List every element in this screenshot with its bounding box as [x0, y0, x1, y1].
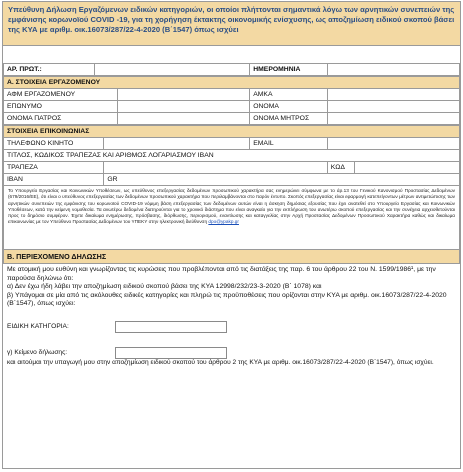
- bank-label: ΤΡΑΠΕΖΑ: [4, 162, 104, 174]
- name-label: ΟΝΟΜΑ: [250, 101, 328, 113]
- amka-field[interactable]: [327, 89, 459, 101]
- mother-field[interactable]: [327, 113, 459, 125]
- gdpr-disclaimer: [3, 186, 460, 250]
- amka-label: ΑΜΚΑ: [250, 89, 328, 101]
- father-field[interactable]: [118, 113, 250, 125]
- section-a-table: [3, 76, 460, 125]
- surname-field[interactable]: [118, 101, 250, 113]
- declaration-closing: και αιτούμαι την υπαγωγή μου στην αποζημίωση ειδικού σκοπού του άρθρου 2 της ΚΥΑ με αριθμ. οικ.16073/287/22-4-2020 (Β΄1547), όπως ισχύει.: [7, 358, 434, 366]
- iban-label: IBAN: [4, 174, 104, 186]
- date-field[interactable]: [327, 64, 459, 76]
- protocol-field[interactable]: [95, 64, 250, 76]
- iban-field[interactable]: GR: [104, 174, 460, 186]
- spacer: [3, 46, 460, 63]
- statement-label: γ) Κείμενο δήλωσης:: [7, 348, 68, 356]
- code-field[interactable]: [355, 162, 460, 174]
- code-label: ΚΩΔ: [327, 162, 354, 174]
- declaration-body: [3, 264, 460, 370]
- mother-label: ΟΝΟΜΑ ΜΗΤΡΟΣ: [250, 113, 328, 125]
- email-field[interactable]: [327, 138, 459, 150]
- afm-label: ΑΦΜ ΕΡΓΑΖΟΜΕΝΟΥ: [4, 89, 118, 101]
- surname-label: ΕΠΩΝΥΜΟ: [4, 101, 118, 113]
- date-label: ΗΜΕΡΟΜΗΝΙΑ: [250, 64, 328, 76]
- form-title: Υπεύθυνη Δήλωση Εργαζόμενων ειδικών κατηγοριών, οι οποίοι πλήττονται σημαντικά λόγω των αρνητικών συνεπειών της εμφάνισης κορωνοϊού COVID -19, για τη χορήγηση έκτακτης οικονομικής ενίσχυσης, ως αποζημίωση ειδικού σκοπού βάσει της ΚΥΑ με αριθμ. οικ.16073/287/22-4-2020 (Β΄1547) όπως ισχύει: [3, 2, 460, 46]
- name-field[interactable]: [327, 101, 459, 113]
- section-b-title: Β. ΠΕΡΙΕΧΟΜΕΝΟ ΔΗΛΩΣΗΣ: [3, 250, 460, 264]
- statement-row: [7, 347, 456, 359]
- bank-field[interactable]: [104, 162, 327, 174]
- mobile-label: ΤΗΛΕΦΩΝΟ ΚΙΝΗΤΟ: [4, 138, 104, 150]
- protocol-label: ΑΡ. ΠΡΩΤ.:: [4, 64, 95, 76]
- statement-input[interactable]: [115, 347, 227, 359]
- father-label: ΟΝΟΜΑ ΠΑΤΡΟΣ: [4, 113, 118, 125]
- category-label: ΕΙΔΙΚΗ ΚΑΤΗΓΟΡΙΑ:: [7, 322, 69, 330]
- bank-heading: ΤΙΤΛΟΣ, ΚΩΔΙΚΟΣ ΤΡΑΠΕΖΑΣ ΚΑΙ ΑΡΙΘΜΟΣ ΛΟΓΑΡΙΑΣΜΟΥ IBAN: [4, 150, 460, 162]
- dpo-email-link[interactable]: dpo@ypakp.gr: [208, 219, 239, 225]
- declaration-form: [2, 1, 461, 469]
- declaration-intro: Με ατομική μου ευθύνη και γνωρίζοντας τις κυρώσεις που προβλέπονται από τις διατάξεις της παρ. 6 του άρθρου 22 του Ν. 1599/1986¹, με την παρούσα δηλώνω ότι:: [7, 266, 436, 282]
- section-a-title: Α. ΣΤΟΙΧΕΙΑ ΕΡΓΑΖΟΜΕΝΟΥ: [4, 77, 460, 89]
- afm-field[interactable]: [118, 89, 250, 101]
- category-row: [7, 321, 456, 333]
- email-label: EMAIL: [250, 138, 328, 150]
- disclaimer-text: Το Υπουργείο Εργασίας και Κοινωνικών Υποθέσεων, ως υπεύθυνος επεξεργασίας δεδομένων προσωπικού χαρακτήρα σας ενημερώνει σύμφωνα με το άρ.13 του Γενικού Κανονισμού Προστασίας Δεδομένων (679/2016/ΕΕ), ότι είναι ο υπεύθυνος επεξεργασίας των δεδομένων προσωπικού χαρακτήρα που περιλαμβάνονται στο παρόν έντυπο. Σκοπός επεξεργασίας είναι εφαρμογή κατεπείγοντων μέτρων αντιμετώπισης των αρνητικών συνεπειών της εμφάνισης του κορωνοϊού COVID-19 νόμιμη βάση επεξεργασίας των δεδομένων αυτών είναι η άσκηση δημόσιας εξουσίας που έχει ανατεθεί στο Υπουργείο Εργασίας και Κοινωνικών Υποθέσεων, κατά την κείμενη νομοθεσία. Τα ανωτέρω δεδομένα διατηρούνται για το χρονικό διάστημα που είναι αναγκαίο για την εκπλήρωση του ανωτέρω σκοπού επεξεργασίας και την συνέχεια αρχειοθετούνται προς το δημόσιο συμφέρον. Έχετε δικαίωμα ενημέρωσης, πρόσβασης, διόρθωσης, περιορισμού, εναντίωσης και καταγγελίας στην Αρχή Προστασίας Δεδομένων Προσωπικού Χαρακτήρα καθώς και δικαίωμα επικοινωνίας με τον Υπεύθυνο Προστασίας Δεδομένων του ΥΠΕΚΥ στην ηλεκτρονική διεύθυνση: [8, 188, 455, 225]
- contact-table: [3, 125, 460, 186]
- category-input[interactable]: [115, 321, 227, 333]
- contact-title: ΣΤΟΙΧΕΙΑ ΕΠΙΚΟΙΝΩΝΙΑΣ: [4, 126, 460, 138]
- declaration-item-b: β) Υπάγομαι σε μία από τις ακόλουθες ειδικές κατηγορίες και πληρώ τις προϋποθέσεις που ορίζονται στην ΚΥΑ με αριθμ. οικ.16073/287/22-4-2020 (Β΄1547), όπως ισχύει:: [7, 291, 447, 308]
- top-fields-table: [3, 63, 460, 76]
- mobile-field[interactable]: [104, 138, 250, 150]
- declaration-item-a: α) Δεν έχω ήδη λάβει την αποζημίωση ειδικού σκοπού βάσει της ΚΥΑ 12998/232/23-3-2020 (Β΄ 1078) και: [7, 283, 322, 291]
